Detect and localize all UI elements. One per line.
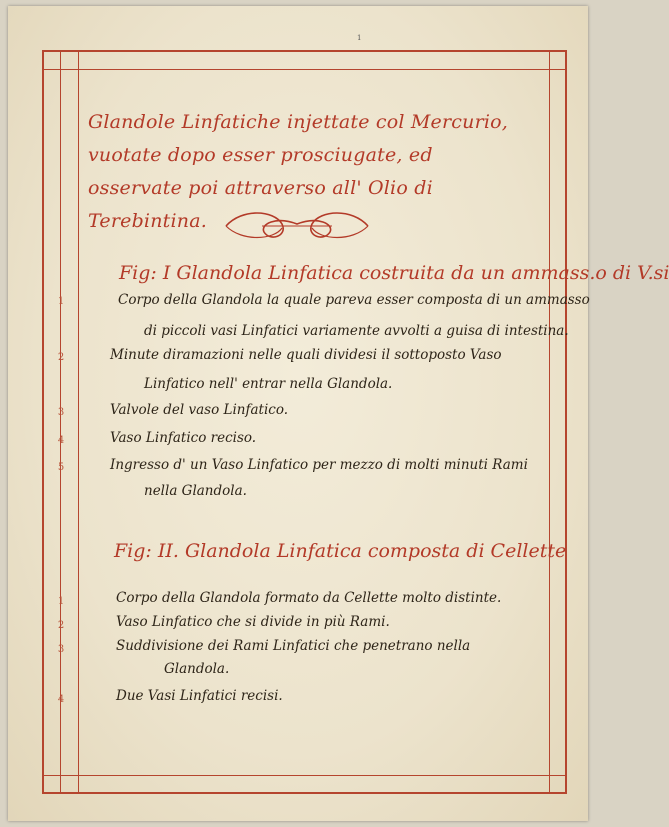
item-number: 3 bbox=[57, 407, 65, 418]
frame-rule-top-outer bbox=[42, 50, 567, 52]
frame-rule-bottom-inner bbox=[42, 775, 567, 776]
item-text: Suddivisione dei Rami Linfatici che penetrano nella bbox=[116, 638, 471, 654]
item-text: Vaso Linfatico che si divide in più Rami. bbox=[116, 614, 390, 630]
frame-rule-left-inner bbox=[60, 50, 61, 794]
item-text: Corpo della Glandola la quale pareva esser composta di un ammasso bbox=[118, 292, 590, 308]
item-text: Ingresso d' un Vaso Linfatico per mezzo di molti minuti Rami bbox=[110, 457, 528, 473]
item-text: nella Glandola. bbox=[144, 483, 247, 499]
item-number: 1 bbox=[57, 596, 65, 607]
item-number: 2 bbox=[57, 620, 65, 631]
figure-1-heading: Fig: I Glandola Linfatica costruita da un ammass.o di V.si bbox=[119, 262, 669, 284]
item-text: Vaso Linfatico reciso. bbox=[110, 430, 257, 446]
frame-rule-margin bbox=[78, 50, 79, 794]
item-text: Minute diramazioni nelle quali dividesi il sottoposto Vaso bbox=[110, 347, 502, 363]
page-title: Glandole Linfatiche injettate col Mercurio, vuotate dopo esser prosciugate, ed osservate poi attraverso all' Olio di Terebintina. bbox=[88, 111, 509, 232]
item-text: Glandola. bbox=[164, 661, 230, 677]
item-number: 4 bbox=[57, 694, 65, 705]
item-text: di piccoli vasi Linfatici variamente avvolti a guisa di intestina. bbox=[144, 323, 569, 339]
item-text: Corpo della Glandola formato da Cellette molto distinte. bbox=[116, 590, 502, 606]
figure-2-heading: Fig: II. Glandola Linfatica composta di Cellette bbox=[114, 540, 567, 562]
item-number: 5 bbox=[57, 462, 65, 473]
item-number: 3 bbox=[57, 644, 65, 655]
item-number: 2 bbox=[57, 352, 65, 363]
item-text: Valvole del vaso Linfatico. bbox=[110, 402, 288, 418]
frame-rule-left-outer bbox=[42, 50, 44, 794]
item-number: 1 bbox=[57, 296, 65, 307]
item-text: Due Vasi Linfatici recisi. bbox=[116, 688, 283, 704]
calligraphic-flourish bbox=[222, 202, 372, 248]
frame-rule-bottom-outer bbox=[42, 792, 567, 794]
item-number: 4 bbox=[57, 435, 65, 446]
item-text: Linfatico nell' entrar nella Glandola. bbox=[144, 376, 393, 392]
page-number: 1 bbox=[357, 34, 362, 42]
frame-rule-right-inner bbox=[549, 50, 550, 794]
manuscript-page bbox=[8, 6, 669, 821]
frame-rule-right-outer bbox=[565, 50, 567, 794]
frame-rule-top-inner bbox=[42, 69, 567, 70]
